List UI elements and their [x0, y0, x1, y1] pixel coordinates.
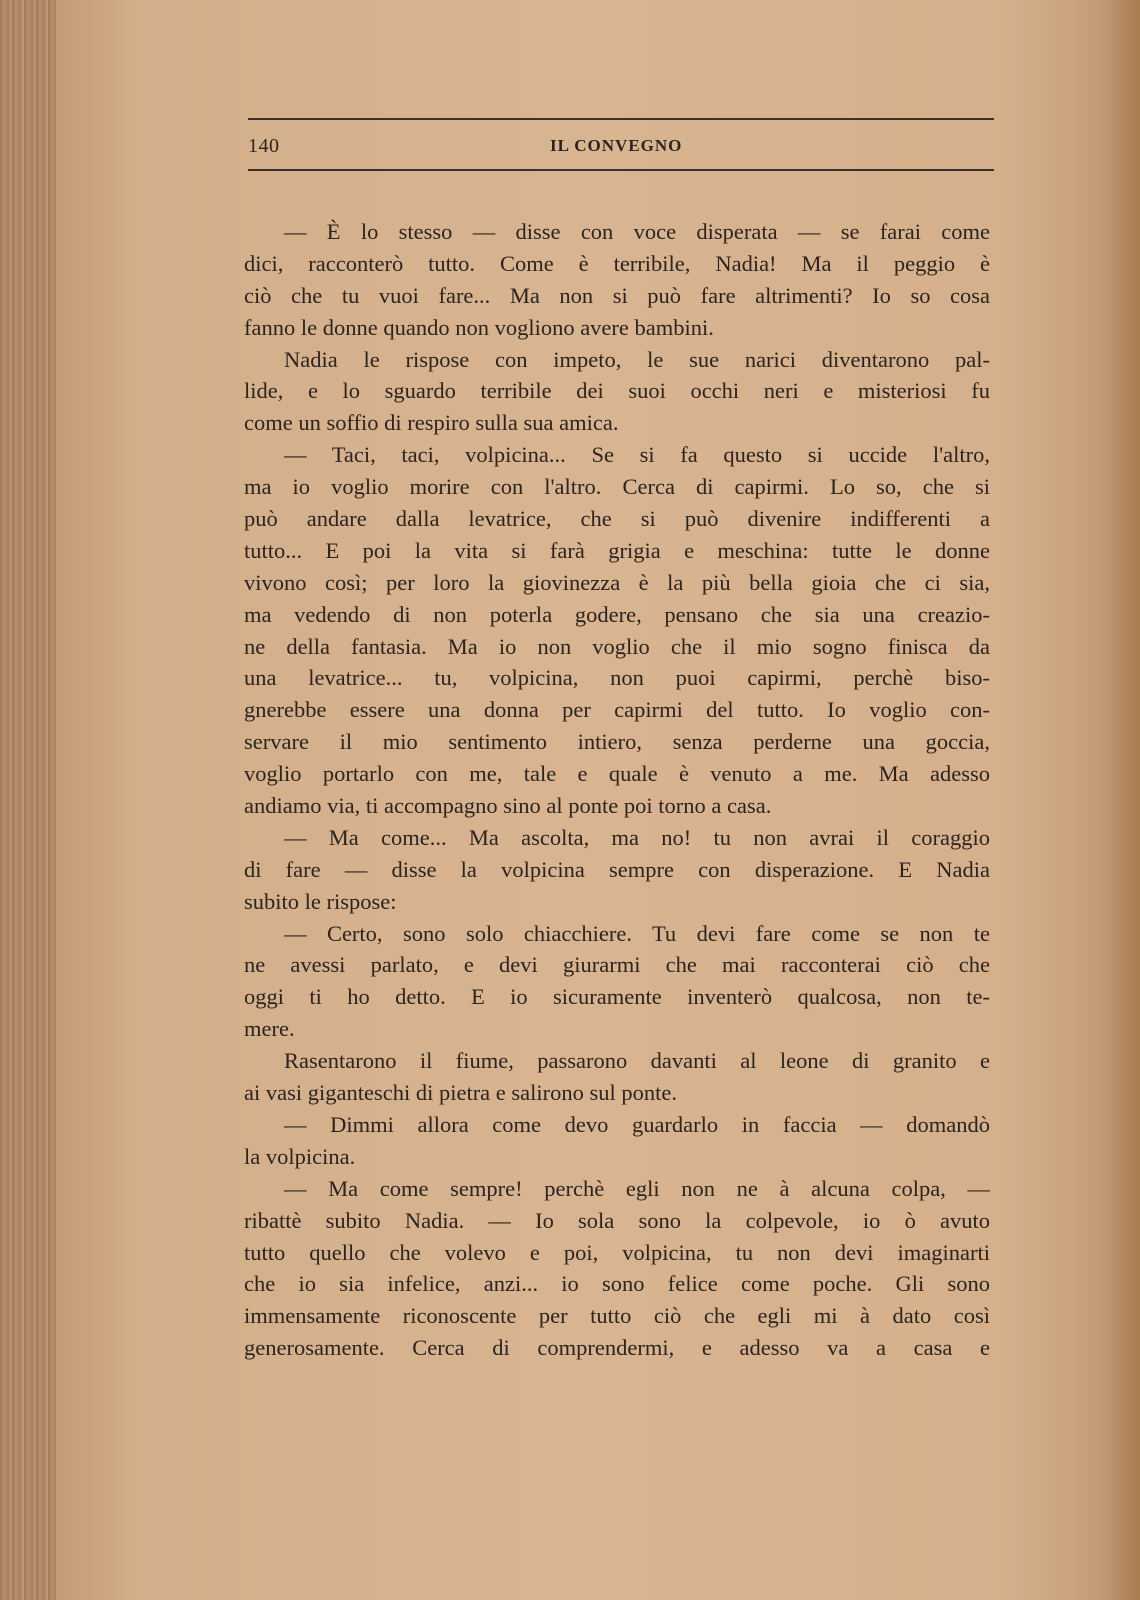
- header-bottom-rule: [248, 169, 994, 171]
- text-line: fanno le donne quando non vogliono avere bambini.: [244, 314, 714, 340]
- text-line: generosamente. Cerca di comprendermi, e adesso va a casa e: [244, 1335, 990, 1361]
- text-line: gnerebbe essere una donna per capirmi del tutto. Io voglio con-: [244, 697, 990, 723]
- book-binding: [0, 0, 56, 1600]
- text-line: mere.: [244, 1016, 295, 1042]
- text-line: andiamo via, ti accompagno sino al ponte poi torno a casa.: [244, 793, 772, 819]
- text-line: — È lo stesso — disse con voce disperata — se farai come: [284, 219, 990, 244]
- text-line: vivono così; per loro la giovinezza è la più bella gioia che ci sia,: [244, 569, 990, 595]
- text-line: che io sia infelice, anzi... io sono felice come poche. Gli sono: [244, 1271, 990, 1297]
- text-line: ne della fantasia. Ma io non voglio che il mio sogno finisca da: [244, 633, 990, 659]
- text-line: subito le rispose:: [244, 888, 397, 914]
- text-line: dici, racconterò tutto. Come è terribile, Nadia! Ma il peggio è: [244, 250, 990, 276]
- text-line: tutto... E poi la vita si farà grigia e meschina: tutte le donne: [244, 537, 990, 563]
- page-edge-shadow: [1106, 0, 1140, 1600]
- text-line: — Certo, sono solo chiacchiere. Tu devi fare come se non te: [284, 920, 990, 946]
- text-line: immensamente riconoscente per tutto ciò che egli mi à dato così: [244, 1303, 990, 1329]
- text-line: oggi ti ho detto. E io sicuramente inventerò qualcosa, non te-: [244, 984, 990, 1010]
- text-line: tutto quello che volevo e poi, volpicina, tu non devi imaginarti: [244, 1239, 990, 1265]
- text-line: — Ma come... Ma ascolta, ma no! tu non avrai il coraggio: [284, 824, 990, 850]
- text-line: — Dimmi allora come devo guardarlo in faccia — domandò: [284, 1111, 990, 1137]
- header-top-rule: [248, 118, 994, 120]
- text-line: lide, e lo sguardo terribile dei suoi occhi neri e misteriosi fu: [244, 378, 990, 404]
- text-line: Rasentarono il fiume, passarono davanti al leone di granito e: [284, 1048, 990, 1074]
- page-number: 140: [248, 135, 280, 157]
- text-line: voglio portarlo con me, tale e quale è venuto a me. Ma adesso: [244, 761, 990, 787]
- text-line: una levatrice... tu, volpicina, non puoi capirmi, perchè biso-: [244, 665, 990, 691]
- text-line: ribattè subito Nadia. — Io sola sono la colpevole, io ò avuto: [244, 1207, 990, 1233]
- text-line: di fare — disse la volpicina sempre con disperazione. E Nadia: [244, 856, 990, 882]
- running-head: IL CONVEGNO: [550, 136, 683, 155]
- text-line: — Taci, taci, volpicina... Se si fa questo si uccide l'altro,: [284, 442, 990, 468]
- text-line: servare il mio sentimento intiero, senza perderne una goccia,: [244, 729, 990, 755]
- body-text: [244, 216, 990, 1364]
- text-line: la volpicina.: [244, 1143, 356, 1169]
- text-line: ma vedendo di non poterla godere, pensano che sia una creazio-: [244, 601, 990, 627]
- text-line: ma io voglio morire con l'altro. Cerca di capirmi. Lo so, che si: [244, 474, 990, 500]
- text-line: come un soffio di respiro sulla sua amica.: [244, 410, 619, 436]
- text-line: può andare dalla levatrice, che si può divenire indifferenti a: [244, 506, 990, 532]
- text-line: ne avessi parlato, e devi giurarmi che mai racconterai ciò che: [244, 952, 990, 978]
- text-line: ciò che tu vuoi fare... Ma non si può fare altrimenti? Io so cosa: [244, 282, 990, 308]
- text-line: Nadia le rispose con impeto, le sue narici diventarono pal-: [284, 346, 990, 372]
- text-line: — Ma come sempre! perchè egli non ne à alcuna colpa, —: [284, 1175, 990, 1201]
- text-line: ai vasi giganteschi di pietra e salirono sul ponte.: [244, 1080, 678, 1106]
